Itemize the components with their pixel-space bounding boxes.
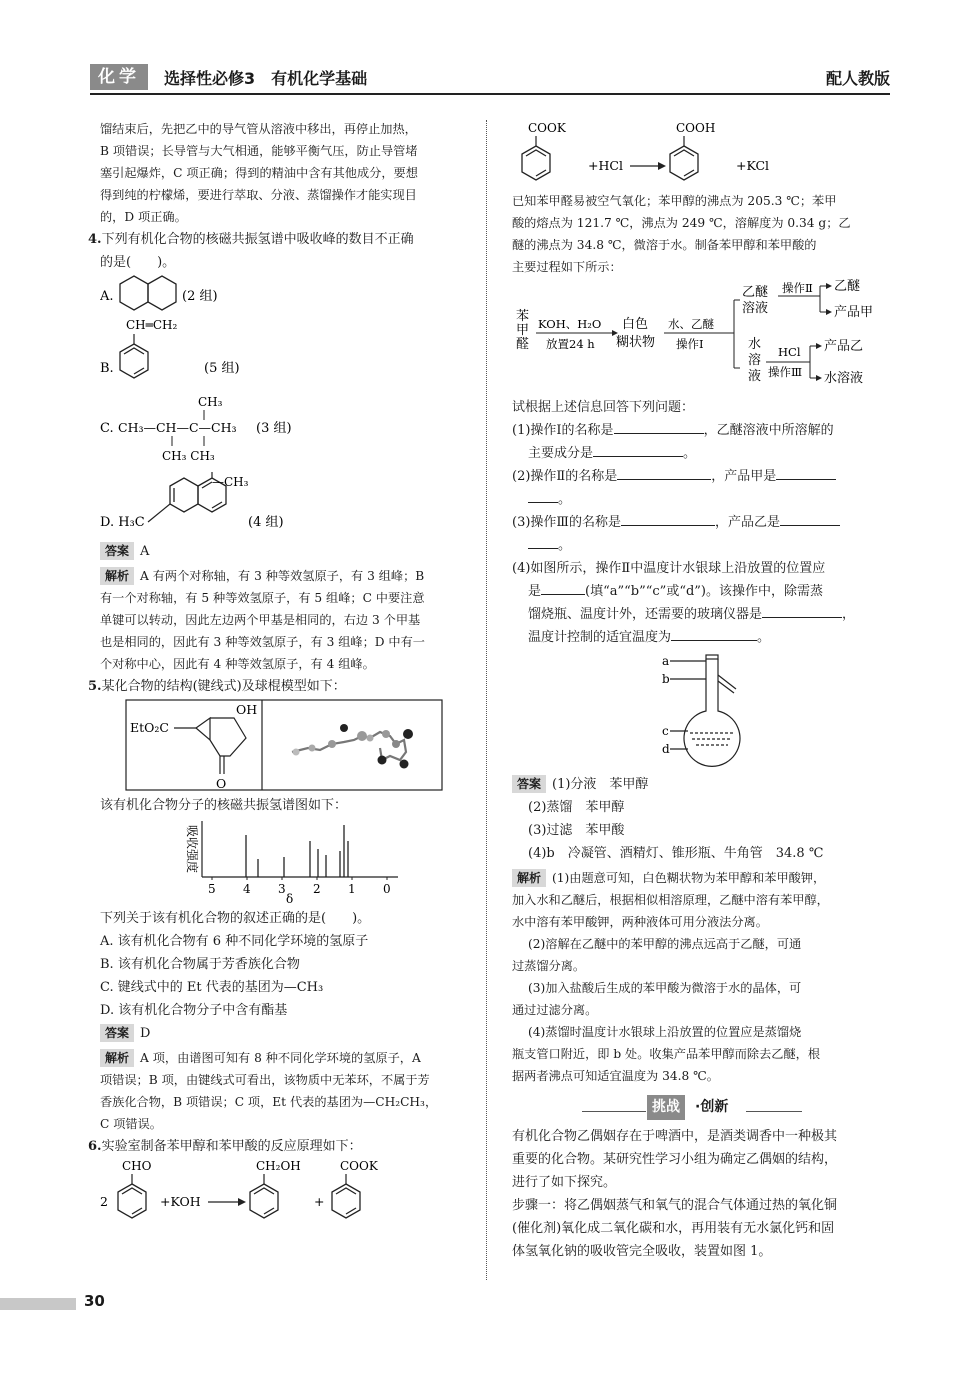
text-line: 已知苯甲醛易被空气氧化；苯甲醇的沸点为 205.3 ℃；苯甲	[512, 194, 837, 208]
flow-aq-1: 水	[748, 337, 762, 352]
flow-ether-1: 乙醚	[742, 285, 769, 300]
answer-line: (3)过滤 苯甲酸	[528, 823, 625, 838]
option-c-bottom-methyls: CH₃ CH₃	[162, 449, 215, 463]
q6-analysis	[512, 867, 887, 1087]
text-line: 项错误；B 项，由键线式可看出，该物质中无苯环，不属于芳	[100, 1073, 430, 1087]
text-line: (4)如图所示，操作Ⅱ中温度计水银球上沿放置的位置应	[512, 561, 826, 576]
analysis-tag: 解析	[100, 1049, 134, 1067]
rule-left	[582, 1111, 646, 1112]
answer-blank[interactable]	[541, 580, 585, 595]
text: ，产品甲是	[711, 469, 777, 484]
rule-right	[746, 1111, 802, 1112]
flow-product-b: 产品乙	[824, 339, 864, 354]
answer-blank[interactable]	[780, 511, 840, 526]
text: ，产品乙是	[714, 515, 780, 530]
text-line: 重要的化合物。某研究性学习小组为确定乙偶姻的结构，	[512, 1152, 838, 1167]
column-divider	[486, 120, 487, 1280]
product-cooh: COOH	[676, 121, 716, 135]
question-number: 5.	[88, 679, 102, 694]
sub-question-3	[512, 511, 887, 557]
left-column	[88, 118, 475, 1228]
answer-tag: 答案	[100, 1024, 134, 1042]
question-stem: 下列有机化合物的核磁共振氢谱中吸收峰的数目不正确	[101, 232, 414, 247]
nmr-tick-label: 2	[313, 882, 321, 896]
text-line: 进行了如下探究。	[512, 1175, 617, 1190]
text-line: A 有两个对称轴，有 3 种等效氢原子，有 3 组峰；B	[140, 569, 425, 583]
plus-koh: +KOH	[160, 1194, 201, 1209]
text-line: 通过过滤分离。	[512, 1003, 598, 1017]
product-cook: COOK	[340, 1159, 378, 1173]
option-a-label: A.	[100, 289, 114, 304]
answer-blank[interactable]	[528, 488, 558, 503]
reactant-cook: COOK	[528, 121, 566, 135]
text-line: 香族化合物，B 项错误；C 项，Et 代表的基团为—CH₂CH₃，	[100, 1095, 438, 1109]
answer-tag: 答案	[100, 542, 134, 560]
prev-analysis-continued	[100, 118, 475, 228]
nmr-tick-label: 1	[348, 882, 356, 896]
coefficient: 2	[100, 1194, 108, 1209]
challenge-problem	[512, 1125, 887, 1263]
text: 。	[683, 446, 697, 461]
plus-sign: +	[314, 1194, 325, 1209]
flow-op2: 操作Ⅱ	[782, 281, 813, 295]
text: 馏烧瓶、温度计外，还需要的玻璃仪器是	[528, 607, 763, 622]
flow-step1-condition: 放置24 h	[546, 337, 595, 351]
q4-options-figure	[100, 274, 475, 544]
answer-blank[interactable]	[528, 534, 558, 549]
nmr-tick-label: 5	[208, 882, 216, 896]
answer-line: (1)分液 苯甲醇	[552, 777, 649, 792]
flask-label-b: b	[662, 672, 670, 686]
header-rule	[90, 93, 890, 95]
text: ，	[842, 607, 856, 622]
struct-ketone-o: O	[216, 776, 227, 791]
text-line: 有一个对称轴，有 5 种等效氢原子，有 5 组峰；C 中要注意	[100, 591, 425, 605]
benzene-ring	[670, 146, 698, 180]
page-header	[90, 64, 890, 92]
option-d: D. 该有机化合物分子中含有酯基	[100, 1003, 288, 1018]
flow-start-3: 醛	[516, 337, 530, 352]
q5-structure-figure	[100, 698, 475, 794]
plus-kcl: +KCl	[736, 158, 770, 173]
nmr-x-ticks	[208, 877, 391, 896]
text-line: (1)由题意可知，白色糊状物为苯甲醇和苯甲酸钾，	[552, 871, 826, 885]
option-b-substituent: CH═CH₂	[126, 318, 178, 332]
text-line: C 项错误。	[100, 1117, 162, 1131]
text-line: 也是相同的，因此有 3 种等效氢原子，有 3 组峰；D 中有一	[100, 635, 425, 649]
nmr-tick-label: 0	[383, 882, 391, 896]
flow-op3: 操作Ⅲ	[768, 365, 803, 379]
option-b: B. 该有机化合物属于芳香族化合物	[100, 957, 300, 972]
text: 是	[528, 584, 542, 599]
question-stem: 某化合物的结构(键线式)及球棍模型如下：	[101, 679, 346, 694]
answers-block	[512, 773, 887, 865]
flow-aq-out: 水溶液	[824, 371, 864, 386]
text-line: 塞引起爆炸，C 项正确；得到的精油中含有其他成分，要想	[100, 166, 418, 180]
flow-start-2: 甲	[516, 323, 530, 338]
flow-start-1: 苯	[516, 309, 530, 324]
answer-tag: 答案	[512, 775, 546, 793]
text: (2)操作Ⅱ的名称是	[512, 469, 618, 484]
nmr-peaks	[246, 825, 348, 877]
question-number: 6.	[88, 1139, 102, 1154]
page-number: 30	[84, 1292, 105, 1310]
text-line: 得到纯的柠檬烯，要进行萃取、分液、蒸馏操作才能实现目	[100, 188, 417, 202]
sub-question-2	[512, 465, 887, 511]
text: (1)操作Ⅰ的名称是	[512, 423, 614, 438]
option-d-methyl: —CH₃	[212, 475, 249, 489]
struct-ester-group: EtO₂C	[130, 720, 169, 735]
flow-ether-2: 溶液	[742, 301, 769, 316]
struct-oh-group: OH	[236, 702, 258, 717]
challenge-label: ·创新	[695, 1099, 729, 1115]
distillation-flask-figure	[512, 649, 887, 773]
text-line: 有机化合物乙偶姻存在于啤酒中，是酒类调香中一种极其	[512, 1129, 838, 1144]
text-line: 加入水和乙醚后，根据相似相溶原理，乙醚中溶有苯甲醇，	[512, 893, 829, 907]
text-line: 馏结束后，先把乙中的导气管从溶液中移出，再停止加热，	[100, 122, 417, 136]
text-line: (3)加入盐酸后生成的苯甲酸为微溶于水的晶体，可	[528, 981, 802, 995]
answer-line: (2)蒸馏 苯甲醇	[528, 800, 625, 815]
text-line: 过蒸馏分离。	[512, 959, 586, 973]
benzene-ring-b	[120, 344, 148, 378]
text: 。	[558, 492, 572, 507]
option-c-formula: CH₃—CH—C—CH₃	[118, 420, 237, 435]
analysis-tag: 解析	[512, 869, 546, 887]
text-line: 酸的熔点为 121.7 ℃，沸点为 249 ℃，溶解度为 0.34 g；乙	[512, 216, 851, 230]
subject-badge: 化学	[90, 64, 148, 90]
flask-label-a: a	[662, 654, 670, 668]
nmr-x-label: δ	[286, 892, 294, 906]
flask-label-c: c	[662, 724, 669, 738]
challenge-section-header	[512, 1093, 887, 1121]
question-number: 4.	[88, 232, 102, 247]
question-4	[88, 228, 475, 274]
nmr-spectrum	[100, 817, 475, 907]
benzene-ring	[250, 1184, 278, 1218]
publisher-label: 配人教版	[825, 69, 890, 88]
nmr-y-label: 吸收强度	[185, 825, 199, 874]
flow-ether-out: 乙醚	[834, 279, 861, 294]
nmr-intro: 该有机化合物分子的核磁共振氢谱图如下：	[100, 798, 348, 813]
answer-line: (4)b 冷凝管、酒精灯、锥形瓶、牛角管 34.8 ℃	[528, 846, 824, 861]
text: 。	[558, 538, 572, 553]
nmr-tick-label: 3	[278, 882, 286, 896]
flow-product-a: 产品甲	[834, 305, 874, 320]
flow-step2-reagent: 水、乙醚	[668, 317, 714, 331]
option-b-label: B.	[100, 361, 114, 376]
book-title: 选择性必修3 有机化学基础	[164, 69, 368, 88]
sub-question-1	[512, 419, 887, 465]
option-b-note: (5 组)	[204, 361, 240, 376]
text-line: 据两者沸点可知适宜温度为 34.8 ℃。	[512, 1069, 719, 1083]
answer-blank[interactable]	[776, 465, 836, 480]
text-line: 的，D 项正确。	[100, 210, 187, 224]
text: ，乙醚溶液中所溶解的	[703, 423, 834, 438]
footer-bar	[0, 1298, 76, 1310]
flow-mid-2: 糊状物	[616, 335, 656, 350]
question-stem: 的是( )。	[100, 255, 176, 270]
given-info	[512, 190, 887, 278]
flow-aq-3: 液	[748, 369, 762, 384]
answer-value: A	[140, 544, 150, 559]
flow-step2-op: 操作Ⅰ	[676, 337, 704, 351]
answer-blank[interactable]	[593, 442, 683, 457]
text: 温度计控制的适宜温度为	[528, 630, 672, 645]
text-line: (4)蒸馏时温度计水银球上沿放置的位置应是蒸馏烧	[528, 1025, 802, 1039]
q5-analysis	[100, 1047, 475, 1135]
text-line: 单键可以转动，因此左边两个甲基是相同的，右边 3 个甲基	[100, 613, 421, 627]
plus-hcl: +HCl	[588, 158, 623, 173]
answer-blank[interactable]	[614, 419, 704, 434]
text-line: 瓶支管口附近，即 b 处。收集产品苯甲醇而除去乙醚，根	[512, 1047, 821, 1061]
benzene-ring	[118, 1184, 146, 1218]
reactant-cho: CHO	[122, 1159, 152, 1173]
q4-analysis	[100, 565, 475, 675]
questions-intro: 试根据上述信息回答下列问题：	[512, 400, 695, 415]
analysis-tag: 解析	[100, 567, 134, 585]
answer-blank[interactable]	[617, 465, 711, 480]
option-c-label: C.	[100, 421, 114, 436]
text: 。	[757, 630, 771, 645]
q6-reaction-2	[512, 118, 887, 190]
product-ch2oh: CH₂OH	[256, 1159, 301, 1173]
text-line: 个对称中心，因此有 4 种等效氢原子，有 4 组峰。	[100, 657, 375, 671]
benzene-ring	[522, 146, 550, 180]
decalin-structure	[120, 276, 176, 310]
right-column	[512, 118, 887, 1263]
text: (3)操作Ⅲ的名称是	[512, 515, 621, 530]
option-c: C. 键线式中的 Et 代表的基团为—CH₃	[100, 980, 324, 995]
text-line: 水中溶有苯甲酸钾，两种液体可用分液法分离。	[512, 915, 768, 929]
text-line: 体氢氧化钠的吸收管完全吸收，装置如图 1。	[512, 1244, 772, 1259]
flow-aq-2: 溶	[748, 353, 762, 368]
answer-blank[interactable]	[671, 626, 757, 641]
option-c-note: (3 组)	[256, 421, 292, 436]
option-a: A. 该有机化合物有 6 种不同化学环境的氢原子	[100, 934, 369, 949]
answer-value: D	[140, 1026, 151, 1041]
text-line: 醚的沸点为 34.8 ℃，微溶于水。制备苯甲醇和苯甲酸的	[512, 238, 817, 252]
flask-label-d: d	[662, 742, 670, 756]
text: (填“a”“b”“c”或“d”)。该操作中，除需蒸	[585, 584, 824, 599]
option-d-label: D. H₃C	[100, 515, 145, 530]
nmr-tick-label: 4	[243, 882, 251, 896]
text-line: (催化剂)氧化成二氧化碳和水，再用装有无水氯化钙和固	[512, 1221, 835, 1236]
question-stem: 实验室制备苯甲醇和苯甲酸的反应原理如下：	[101, 1139, 362, 1154]
text-line: B 项错误；长导管与大气相通，能够平衡气压，防止导管堵	[100, 144, 418, 158]
challenge-badge: 挑战	[647, 1095, 685, 1120]
flow-mid-1: 白色	[622, 317, 649, 332]
flow-hcl: HCl	[778, 345, 801, 359]
text-line: A 项，由谱图可知有 8 种不同化学环境的氢原子，A	[140, 1051, 421, 1065]
text: 主要成分是	[528, 446, 594, 461]
q6-reaction-1	[100, 1158, 475, 1228]
option-d-note: (4 组)	[248, 515, 284, 530]
q5-options	[100, 907, 475, 1022]
option-a-note: (2 组)	[182, 289, 218, 304]
answer-blank[interactable]	[762, 603, 842, 618]
text-line: 主要过程如下所示：	[512, 260, 622, 274]
flow-step1-reagent: KOH、H₂O	[538, 317, 602, 331]
option-c-top-methyl: CH₃	[198, 395, 223, 409]
answer-blank[interactable]	[621, 511, 715, 526]
ball-stick-model	[292, 724, 413, 769]
process-flow-diagram	[512, 278, 887, 396]
text-line: (2)溶解在乙醚中的苯甲醇的沸点远高于乙醚，可通	[528, 937, 802, 951]
benzene-ring	[332, 1184, 360, 1218]
sub-question-4	[512, 557, 887, 649]
text-line: 步骤一：将乙偶姻蒸气和氧气的混合气体通过热的氧化铜	[512, 1198, 838, 1213]
question-stem: 下列关于该有机化合物的叙述正确的是( )。	[100, 911, 371, 926]
